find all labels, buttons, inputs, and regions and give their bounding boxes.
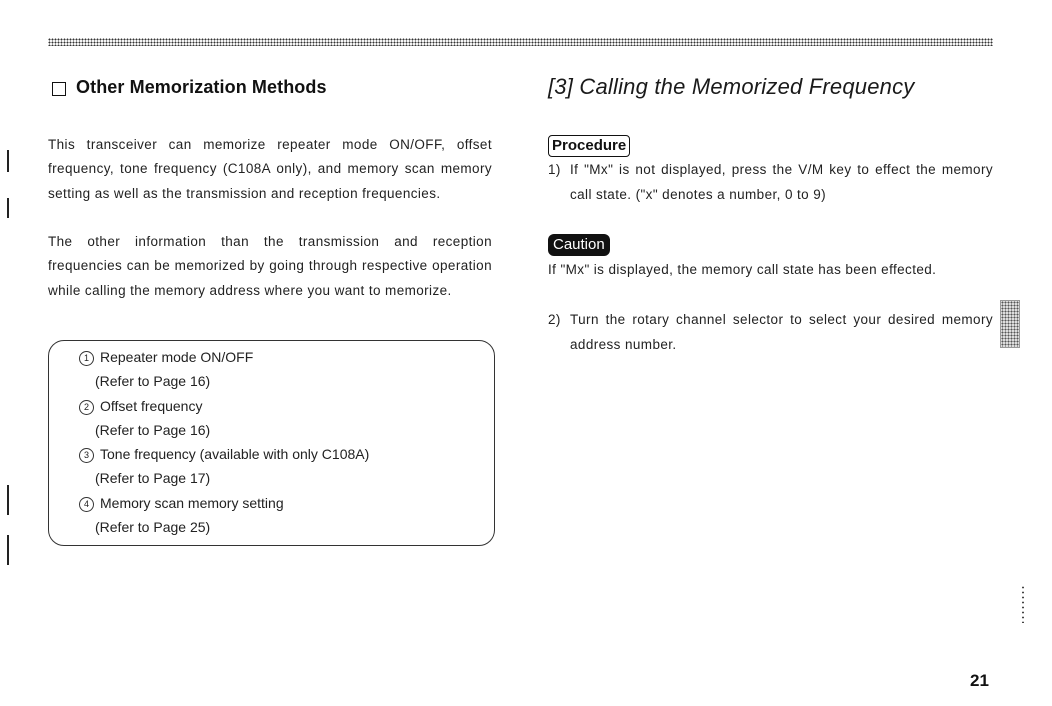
- page-reference: (Refer to Page 17): [95, 470, 211, 487]
- item-label: Offset frequency: [100, 397, 203, 414]
- circled-number: 2: [79, 400, 94, 415]
- page-reference: (Refer to Page 25): [95, 519, 211, 536]
- edge-dots: [1022, 585, 1024, 623]
- page-number: 21: [970, 671, 989, 690]
- circled-number: 1: [79, 351, 94, 366]
- caution-label: Caution: [548, 234, 610, 256]
- info-paragraph: The other information than the transmission and reception frequencies can be memorized by going through respective operation while calling the memory address where you want to memorize.: [48, 234, 492, 298]
- circled-number: 3: [79, 448, 94, 463]
- step-text: Turn the rotary channel selector to select your desired memory address number.: [570, 312, 993, 352]
- page-reference: (Refer to Page 16): [95, 373, 211, 390]
- item-label: Memory scan memory setting: [100, 494, 284, 511]
- procedure-step: [548, 308, 993, 357]
- reference-box: [48, 340, 495, 546]
- reference-list: [79, 345, 369, 539]
- margin-mark: [7, 535, 9, 565]
- margin-mark: [7, 485, 9, 515]
- caution-text: If "Mx" is displayed, the memory call state has been effected.: [548, 262, 937, 277]
- list-item: [79, 394, 369, 418]
- section-title: [3] Calling the Memorized Frequency: [548, 74, 915, 99]
- step-text: If "Mx" is not displayed, press the V/M key to effect the memory call state. ("x" denotes a number, 0 to 9): [570, 162, 993, 202]
- item-label: Tone frequency (available with only C108A): [100, 446, 370, 463]
- top-dotted-rule: [48, 38, 993, 46]
- step-number: 2): [548, 312, 561, 327]
- intro-paragraph: This transceiver can memorize repeater mode ON/OFF, offset frequency, tone frequency (C108A only), and memory scan memory setting as well as the transmission and reception frequencies.: [48, 137, 492, 201]
- section-title: Other Memorization Methods: [76, 77, 327, 97]
- procedure-step: [548, 158, 993, 207]
- edge-index-tab: [1000, 300, 1020, 348]
- square-bullet-icon: [52, 82, 66, 96]
- list-item: [79, 442, 369, 466]
- page-reference: (Refer to Page 16): [95, 421, 211, 438]
- step-number: 1): [548, 162, 561, 177]
- list-item: [79, 345, 369, 369]
- margin-mark: [7, 150, 9, 172]
- list-item: [79, 491, 369, 515]
- procedure-label: Procedure: [548, 135, 630, 157]
- item-label: Repeater mode ON/OFF: [100, 349, 254, 365]
- circled-number: 4: [79, 497, 94, 512]
- margin-mark: [7, 198, 9, 218]
